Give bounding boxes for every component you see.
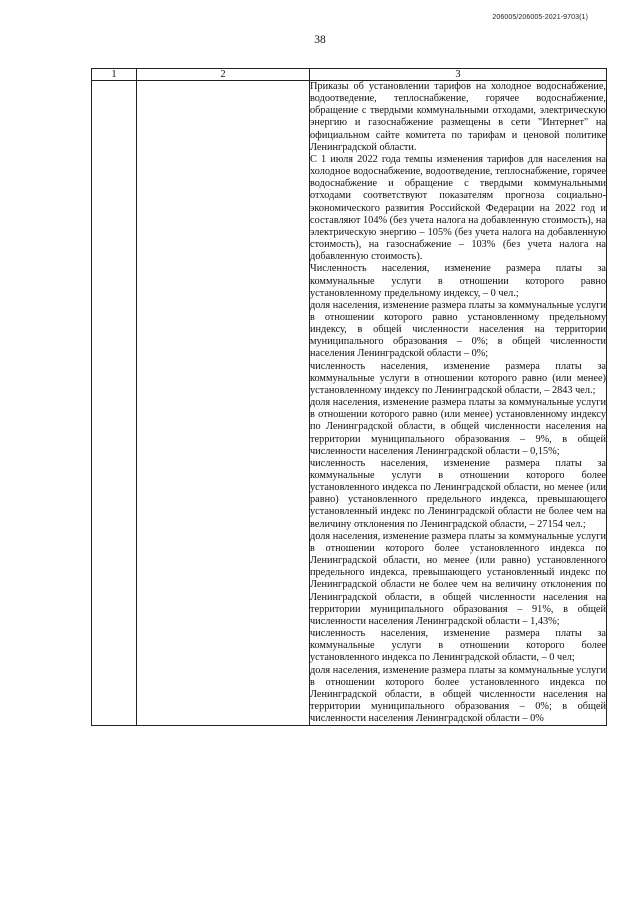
document-table [91,68,607,726]
paragraph-share-above-limit: доля населения, изменение размера платы за коммунальные услуги в отношении которого более установленного индекса по Ленинградской области, в общей численности населения на территории муниципального образования – 0%; в общей численности населения Ленинградской области – 0% [310,664,606,725]
paragraph-share-equal-limit: доля населения, изменение размера платы за коммунальные услуги в отношении которого равно установленному предельному индексу, в общей численности населения на территории муниципального образования – 0%; в общей численности населения Ленинградской области – 0%; [310,299,606,360]
paragraph-population-above-index: численность населения, изменение размера платы за коммунальные услуги в отношении которого более установленного индекса по Ленинградской области, но менее (или равно) установленного предельного индекса, превышающего установленный индекс по Ленинградской области не более чем на величину отклонения по Ленинградской области, – 27154 чел.; [310,457,606,530]
cell-col-3 [310,81,607,726]
page-number: 38 [314,34,326,46]
table-header-row [92,69,607,81]
document-id: 206005/206005-2021-9703(1) [492,14,588,21]
cell-col-1 [92,81,137,726]
paragraph-tariff-rates: С 1 июля 2022 года темпы изменения тарифов для населения на холодное водоснабжение, водоотведение, теплоснабжение, горячее водоснабжение и обращение с твердыми коммунальными отходами соответствуют показателям прогноза социально-экономического развития Российской Федерации на 2022 год и составляют 104% (без учета налога на добавленную стоимость), на электрическую энергию – 105% (без учета налога на добавленную стоимость), на газоснабжение – 103% (без учета налога на добавленную стоимость). [310,153,606,263]
column-header-1: 1 [92,69,137,81]
column-header-3: 3 [310,69,607,81]
cell-col-2 [137,81,310,726]
paragraph-population-equal-index: численность населения, изменение размера платы за коммунальные услуги в отношении которого равно (или менее) установленному индексу по Ленинградской области, – 2843 чел.; [310,360,606,396]
paragraph-population-above-limit: численность населения, изменение размера платы за коммунальные услуги в отношении которого более установленного индекса по Ленинградской области, – 0 чел; [310,628,606,664]
column-header-2: 2 [137,69,310,81]
table-row [92,81,607,726]
paragraph-share-above-index: доля населения, изменение размера платы за коммунальные услуги в отношении которого более установленного индекса по Ленинградской области, но менее (или равно) установленного предельного индекса, превышающего установленный индекс по Ленинградской области не более чем на величину отклонения по Ленинградской области, в общей численности населения на территории муниципального образования – 91%, в общей численности населения Ленинградской области – 1,43%; [310,530,606,627]
paragraph-share-equal-index: доля населения, изменение размера платы за коммунальные услуги в отношении которого равно (или менее) установленному индексу по Ленинградской области, в общей численности населения на территории муниципального образования – 9%, в общей численности населения Ленинградской области – 0,15%; [310,397,606,457]
paragraph-population-equal-limit: Численность населения, изменение размера платы за коммунальные услуги в отношении которого равно установленному предельному индексу, – 0 чел.; [310,263,606,299]
paragraph-tariff-orders: Приказы об установлении тарифов на холодное водоснабжение, водоотведение, теплоснабжение, горячее водоснабжение, обращение с твердыми коммунальными отходами, электрическую энергию и газоснабжение размещены в сети "Интернет" на официальном сайте комитета по тарифам и ценовой политике Ленинградской области. [310,81,606,153]
